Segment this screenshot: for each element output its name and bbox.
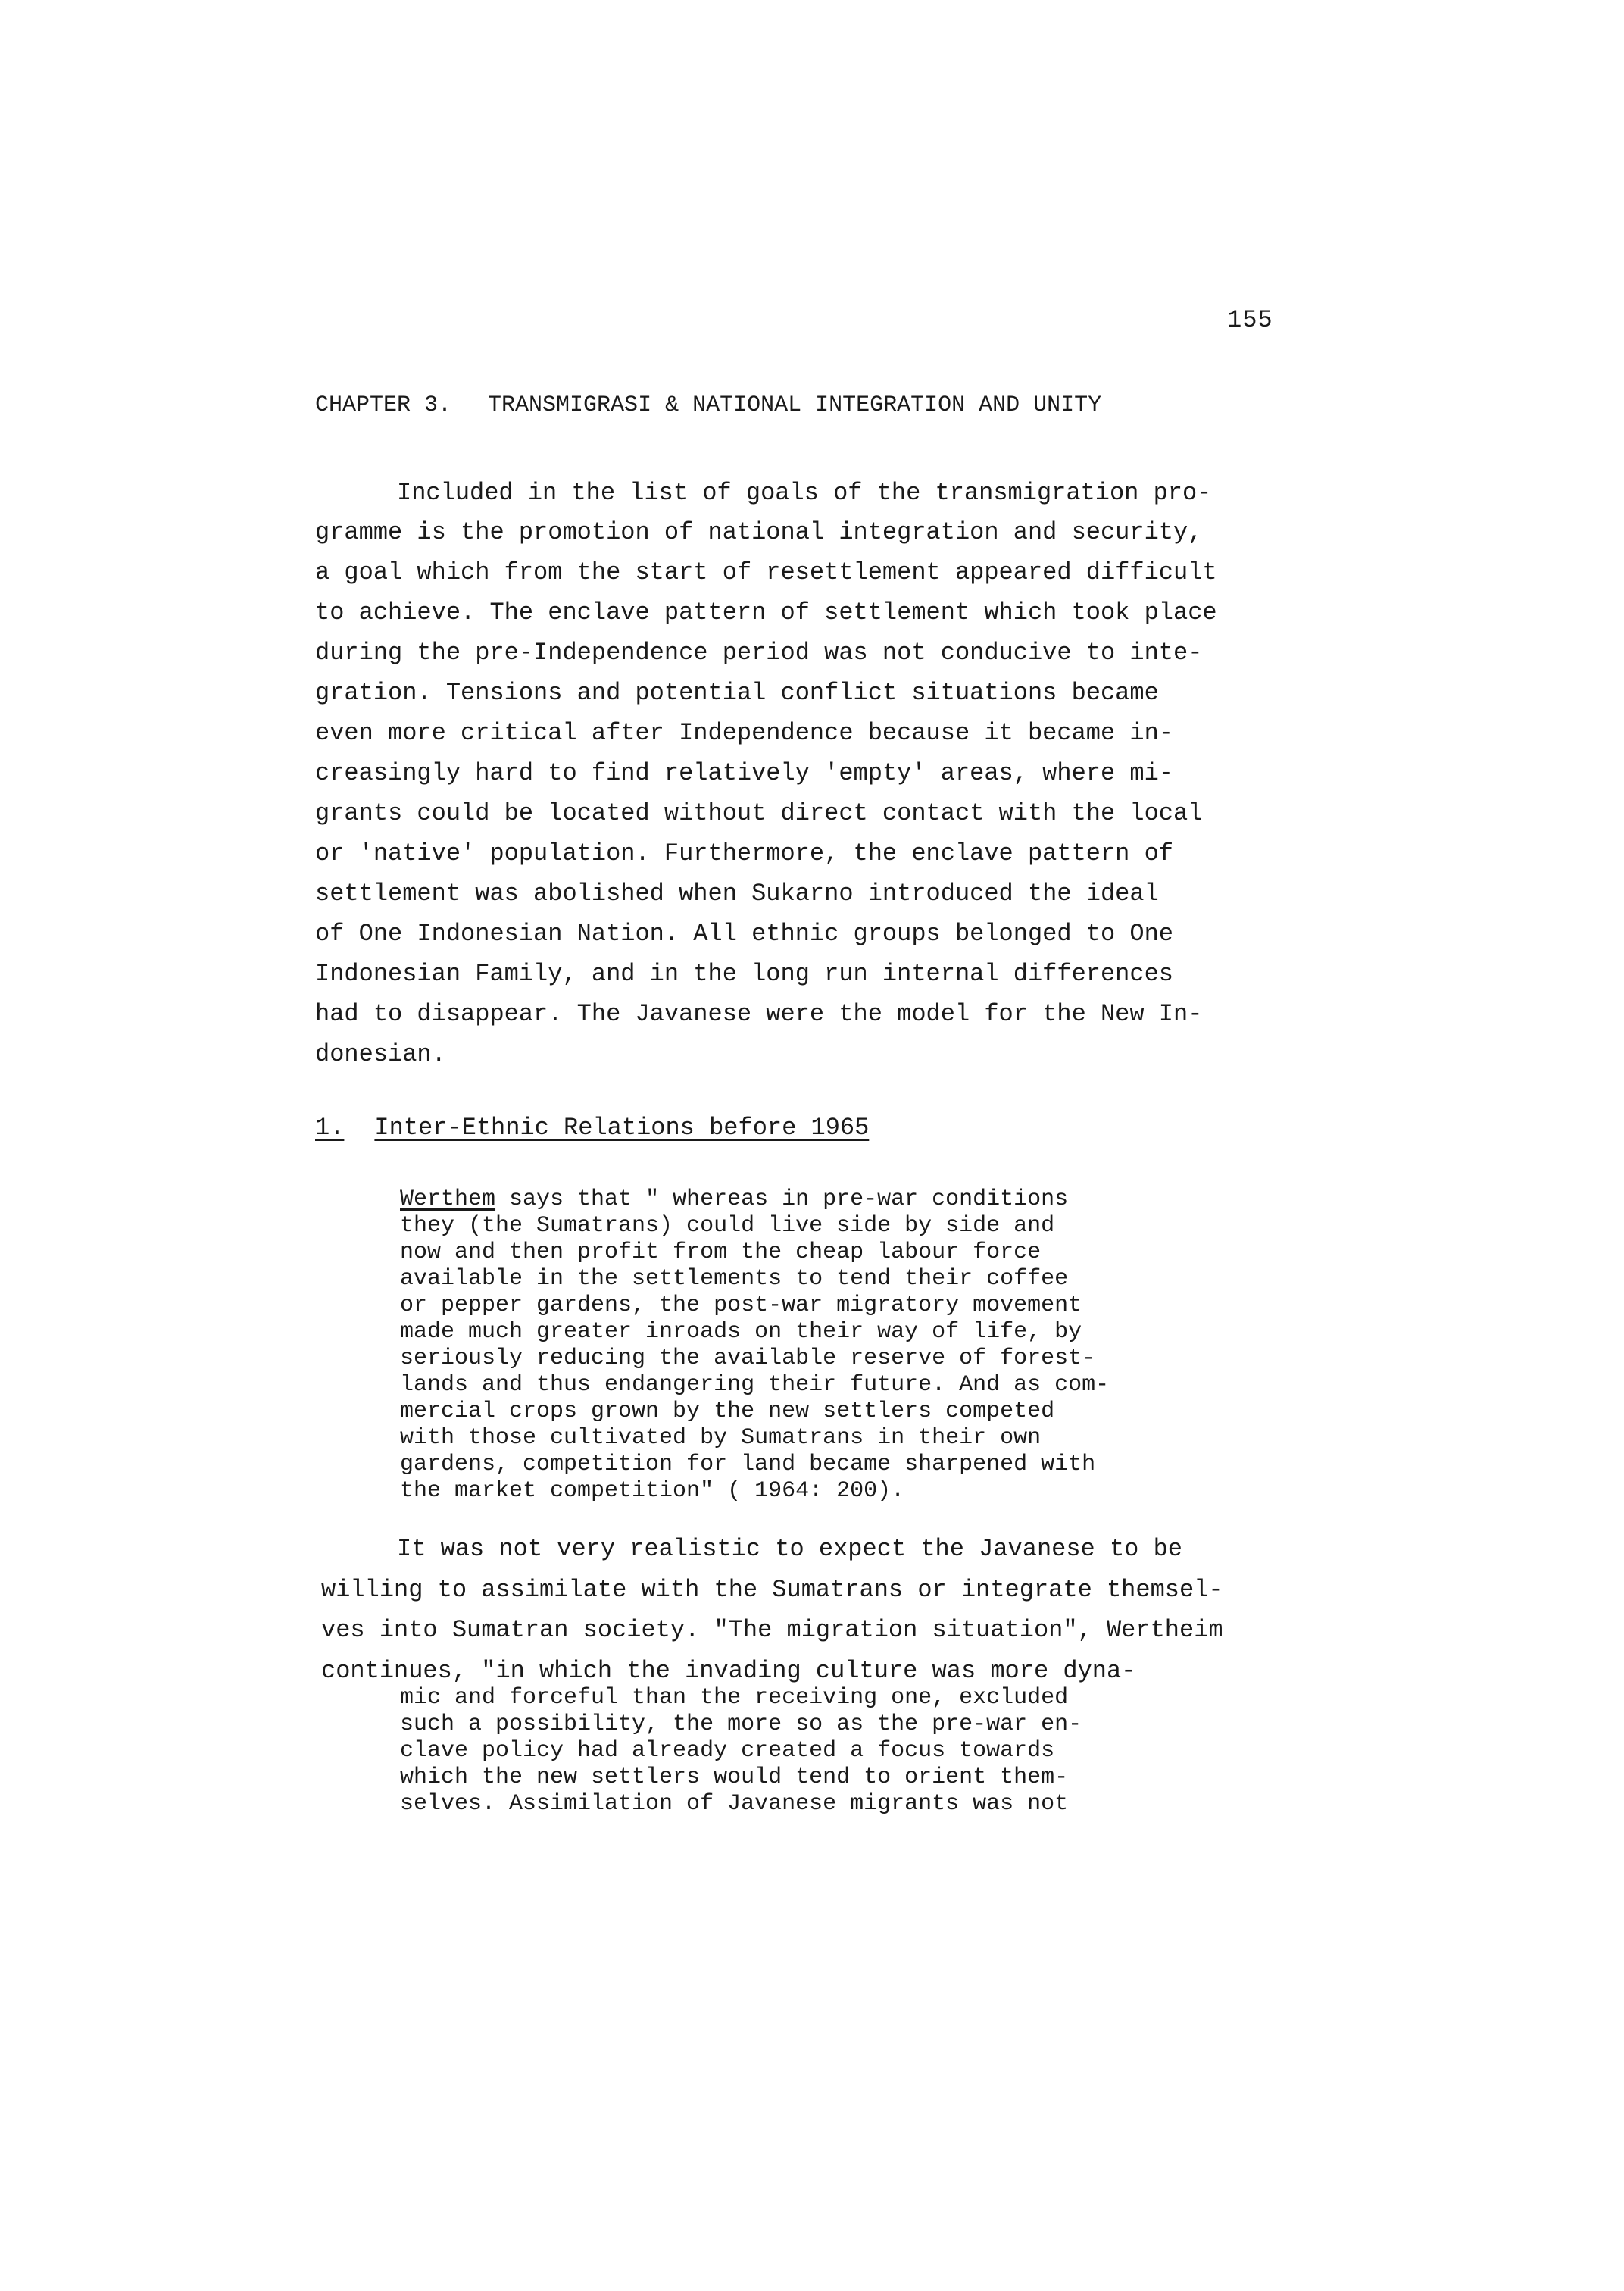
chapter-number: CHAPTER 3. xyxy=(315,392,452,418)
quote-line: available in the settlements to tend their coffee xyxy=(400,1266,1069,1292)
paragraph-line: grants could be located without direct contact with the local xyxy=(315,799,1203,827)
quote-line: selves. Assimilation of Javanese migrants was not xyxy=(400,1791,1069,1817)
quote-line xyxy=(400,1186,1068,1212)
page-number: 155 xyxy=(1227,306,1273,334)
paragraph-line: Indonesian Family, and in the long run internal differences xyxy=(315,960,1173,988)
paragraph-line: had to disappear. The Javanese were the model for the New In- xyxy=(315,1000,1203,1028)
paragraph-line: gration. Tensions and potential conflict situations became xyxy=(315,679,1159,707)
quote-line: lands and thus endangering their future. And as com- xyxy=(400,1372,1110,1398)
paragraph-line: or 'native' population. Furthermore, the enclave pattern of xyxy=(315,839,1173,867)
paragraph-line: willing to assimilate with the Sumatrans or integrate themsel- xyxy=(321,1576,1223,1604)
paragraph-line: a goal which from the start of resettlement appeared difficult xyxy=(315,558,1217,586)
paragraph-line: of One Indonesian Nation. All ethnic groups belonged to One xyxy=(315,920,1173,948)
paragraph-line: settlement was abolished when Sukarno introduced the ideal xyxy=(315,880,1159,908)
paragraph-line: to achieve. The enclave pattern of settlement which took place xyxy=(315,599,1217,627)
section-number: 1. xyxy=(315,1114,345,1142)
quote-line: the market competition" ( 1964: 200). xyxy=(400,1478,905,1504)
quote-line: which the new settlers would tend to orient them- xyxy=(400,1764,1069,1790)
quote-line: clave policy had already created a focus towards xyxy=(400,1738,1055,1764)
paragraph-line: creasingly hard to find relatively 'empty' areas, where mi- xyxy=(315,759,1173,787)
paragraph-line: It was not very realistic to expect the Javanese to be xyxy=(397,1535,1182,1563)
quote-line: mercial crops grown by the new settlers competed xyxy=(400,1399,1055,1424)
quote-line: now and then profit from the cheap labour force xyxy=(400,1239,1042,1265)
quote-line: gardens, competition for land became sharpened with xyxy=(400,1452,1096,1477)
quote-author: Werthem xyxy=(400,1186,496,1212)
paragraph-line: gramme is the promotion of national integration and security, xyxy=(315,518,1203,546)
section-heading xyxy=(315,1114,869,1142)
quote-line: such a possibility, the more so as the pre-war en- xyxy=(400,1711,1082,1737)
chapter-title: TRANSMIGRASI & NATIONAL INTEGRATION AND UNITY xyxy=(488,392,1102,418)
paragraph-line: Included in the list of goals of the transmigration pro- xyxy=(397,479,1212,507)
quote-line: mic and forceful than the receiving one, excluded xyxy=(400,1685,1069,1711)
quote-line: with those cultivated by Sumatrans in their own xyxy=(400,1425,1042,1451)
paragraph-line: even more critical after Independence because it became in- xyxy=(315,719,1173,747)
section-title: Inter-Ethnic Relations before 1965 xyxy=(374,1114,870,1142)
quote-line: they (the Sumatrans) could live side by side and xyxy=(400,1213,1055,1239)
quote-line: or pepper gardens, the post-war migratory movement xyxy=(400,1292,1082,1318)
quote-line: seriously reducing the available reserve of forest- xyxy=(400,1346,1096,1371)
quote-line: made much greater inroads on their way of life, by xyxy=(400,1319,1082,1345)
paragraph-line: donesian. xyxy=(315,1040,446,1068)
paragraph-line: during the pre-Independence period was not conducive to inte- xyxy=(315,639,1203,667)
chapter-heading xyxy=(315,392,1101,418)
paragraph-line: continues, "in which the invading culture was more dyna- xyxy=(321,1657,1136,1685)
quote-line-text: says that " whereas in pre-war conditions xyxy=(495,1186,1069,1212)
paragraph-line: ves into Sumatran society. "The migration situation", Wertheim xyxy=(321,1616,1223,1644)
